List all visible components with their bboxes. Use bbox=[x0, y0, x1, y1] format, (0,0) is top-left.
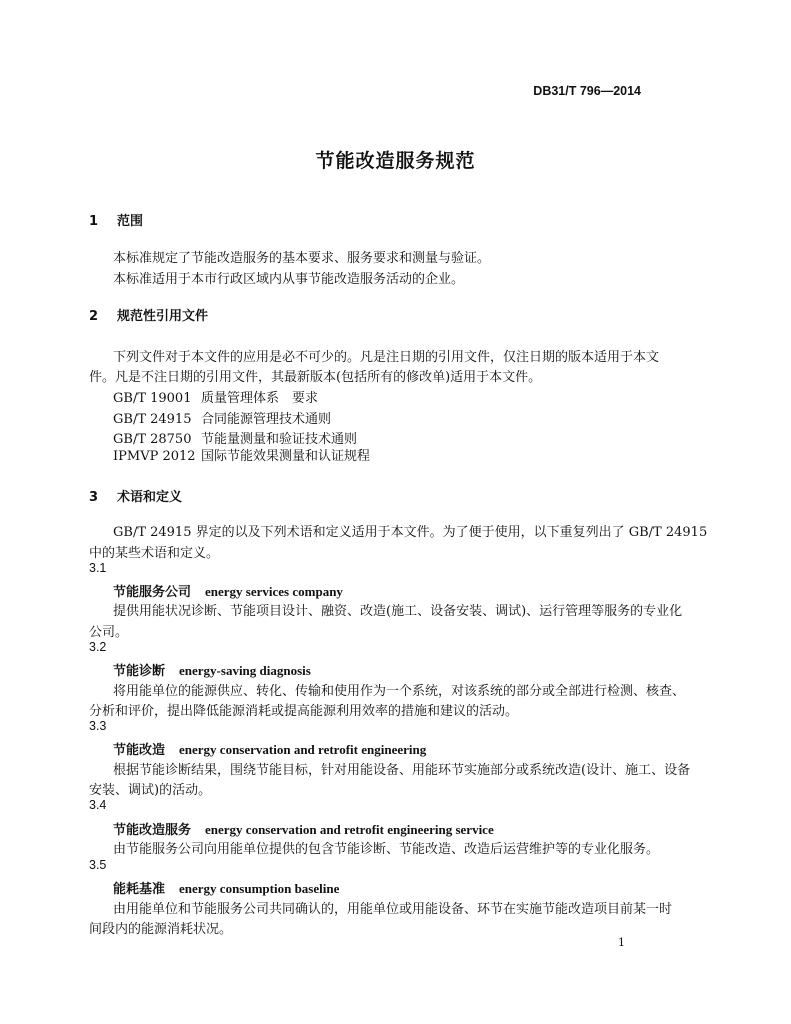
terms-intro-line-2: 中的某些术语和定义。 bbox=[89, 546, 220, 561]
reference-item bbox=[113, 445, 370, 464]
reference-name: 合同能源管理技术通则 bbox=[201, 412, 332, 427]
term-entry bbox=[113, 739, 426, 758]
term-chinese: 节能诊断 bbox=[113, 664, 166, 679]
term-number: 3.2 bbox=[89, 640, 107, 654]
section-2-heading bbox=[89, 305, 208, 324]
reference-item bbox=[113, 387, 318, 406]
term-english: energy consumption baseline bbox=[179, 881, 340, 896]
term-definition-line-1: 提供用能状况诊断、节能项目设计、融资、改造(施工、设备安装、调试)、运行管理等服务的专业化 bbox=[113, 604, 683, 619]
section-number: 2 bbox=[89, 309, 99, 324]
section-title: 术语和定义 bbox=[117, 490, 183, 505]
scope-paragraph-2: 本标准适用于本市行政区域内从事节能改造服务活动的企业。 bbox=[113, 272, 465, 287]
term-english: energy services company bbox=[205, 584, 343, 599]
term-definition-line-2: 分析和评价，提出降低能源消耗或提高能源利用效率的措施和建议的活动。 bbox=[89, 704, 519, 719]
term-chinese: 节能改造服务 bbox=[113, 823, 192, 838]
reference-name: 国际节能效果测量和认证规程 bbox=[201, 449, 371, 464]
reference-code: GB/T 19001 bbox=[113, 391, 192, 406]
term-number: 3.4 bbox=[89, 798, 107, 812]
section-title: 范围 bbox=[117, 214, 144, 229]
reference-name: 质量管理体系 要求 bbox=[201, 391, 319, 406]
section-1-heading bbox=[89, 210, 143, 229]
term-number: 3.5 bbox=[89, 858, 107, 872]
term-entry bbox=[113, 819, 494, 838]
term-chinese: 节能服务公司 bbox=[113, 585, 192, 600]
term-number: 3.1 bbox=[89, 561, 107, 575]
document-title: 节能改造服务规范 bbox=[315, 150, 476, 172]
section-title: 规范性引用文件 bbox=[117, 309, 209, 324]
term-english: energy conservation and retrofit engineering service bbox=[205, 822, 494, 837]
term-definition-line-1: 由节能服务公司向用能单位提供的包含节能诊断、节能改造、改造后运营维护等的专业化服务。 bbox=[113, 842, 660, 857]
term-entry bbox=[113, 878, 339, 897]
term-definition-line-2: 公司。 bbox=[89, 625, 129, 640]
normative-paragraph-line-1: 下列文件对于本文件的应用是必不可少的。凡是注日期的引用文件，仅注日期的版本适用于本文 bbox=[113, 350, 660, 365]
term-number: 3.3 bbox=[89, 719, 107, 733]
term-english: energy conservation and retrofit engineering bbox=[179, 742, 427, 757]
section-3-heading bbox=[89, 486, 182, 505]
term-entry bbox=[113, 660, 311, 679]
reference-code: GB/T 28750 bbox=[113, 432, 192, 447]
scope-paragraph-1: 本标准规定了节能改造服务的基本要求、服务要求和测量与验证。 bbox=[113, 251, 491, 266]
term-entry bbox=[113, 581, 343, 600]
reference-name: 节能量测量和验证技术通则 bbox=[201, 432, 358, 447]
term-definition-line-1: 将用能单位的能源供应、转化、传输和使用作为一个系统，对该系统的部分或全部进行检测、核查、 bbox=[113, 684, 686, 699]
page-number: 1 bbox=[618, 936, 625, 949]
term-definition-line-2: 间段内的能源消耗状况。 bbox=[89, 922, 233, 937]
reference-code: GB/T 24915 bbox=[113, 412, 192, 427]
term-english: energy-saving diagnosis bbox=[179, 663, 311, 678]
term-chinese: 能耗基准 bbox=[113, 882, 166, 897]
normative-paragraph-line-2: 件。凡是不注日期的引用文件，其最新版本(包括所有的修改单)适用于本文件。 bbox=[89, 370, 542, 385]
section-number: 3 bbox=[89, 490, 99, 505]
reference-code: IPMVP 2012 bbox=[113, 449, 196, 464]
terms-intro-line-1: GB/T 24915 界定的以及下列术语和定义适用于本文件。为了便于使用，以下重复列出了 GB/T 24915 bbox=[113, 525, 708, 540]
term-chinese: 节能改造 bbox=[113, 743, 166, 758]
document-code: DB31/T 796—2014 bbox=[533, 84, 641, 98]
term-definition-line-1: 根据节能诊断结果，围绕节能目标，针对用能设备、用能环节实施部分或系统改造(设计、施工、设备 bbox=[113, 763, 691, 778]
term-definition-line-1: 由用能单位和节能服务公司共同确认的，用能单位或用能设备、环节在实施节能改造项目前某一时 bbox=[113, 902, 673, 917]
reference-item bbox=[113, 408, 331, 427]
term-definition-line-2: 安装、调试)的活动。 bbox=[89, 783, 212, 798]
section-number: 1 bbox=[89, 214, 99, 229]
